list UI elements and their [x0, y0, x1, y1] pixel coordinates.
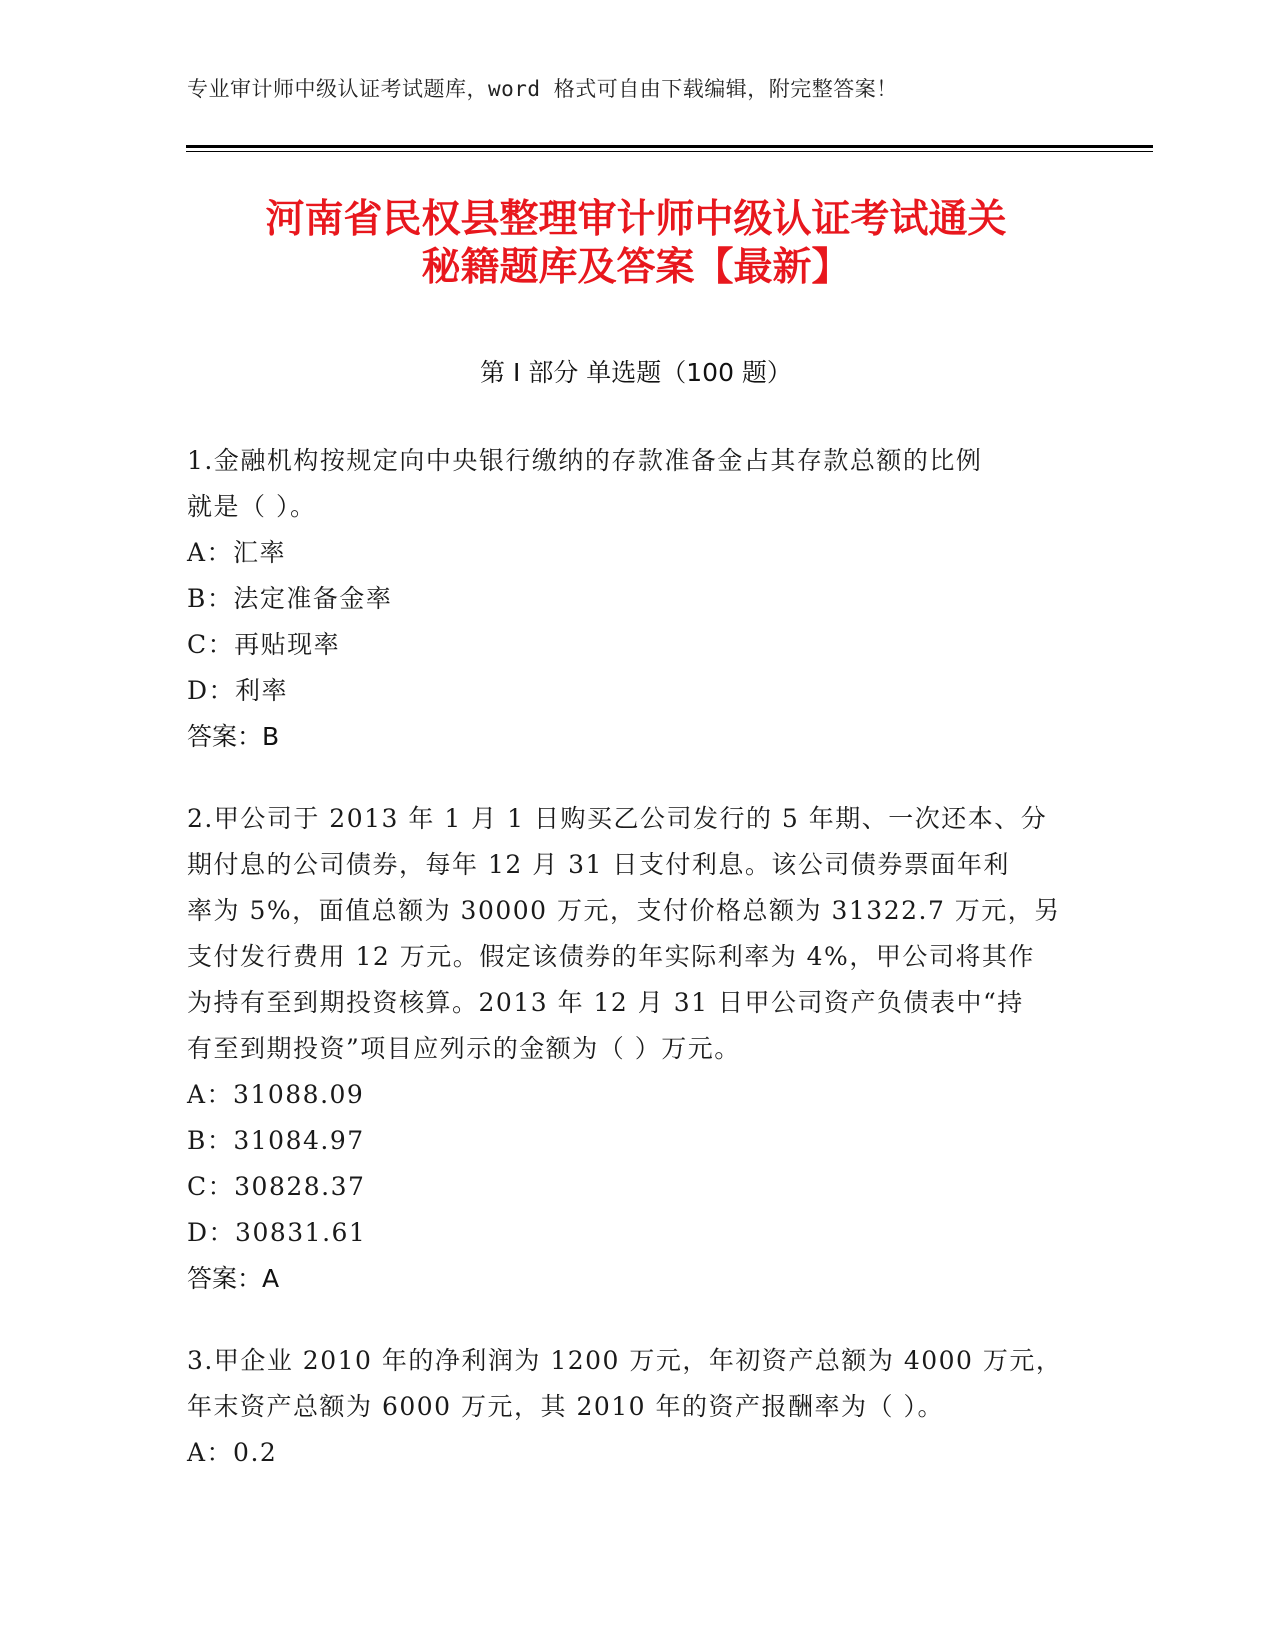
- answer-option: C：再贴现率: [187, 630, 341, 659]
- title-line-1: 河南省民权县整理审计师中级认证考试通关: [265, 197, 1007, 242]
- question-stem-line: 有至到期投资”项目应列示的金额为（ ）万元。: [187, 1034, 741, 1063]
- answer-option: B：法定准备金率: [187, 584, 393, 613]
- title-line-2: 秘籍题库及答案【最新】: [421, 245, 851, 290]
- question-stem-line: 期付息的公司债券，每年 12 月 31 日支付利息。该公司债券票面年利: [187, 850, 1010, 879]
- document-title: [186, 196, 1086, 292]
- question-stem-line: 为持有至到期投资核算。2013 年 12 月 31 日甲公司资产负债表中“持: [187, 988, 1024, 1017]
- correct-answer: 答案：A: [187, 1264, 280, 1293]
- header-rule-thin: [186, 151, 1153, 152]
- question-stem-line: 率为 5%，面值总额为 30000 万元，支付价格总额为 31322.7 万元，另: [187, 896, 1061, 925]
- correct-answer: 答案：B: [187, 722, 280, 751]
- question-block: [187, 438, 1087, 760]
- question-block: [187, 796, 1087, 1302]
- question-block: [187, 1338, 1087, 1476]
- question-stem-line: 年末资产总额为 6000 万元，其 2010 年的资产报酬率为（ ）。: [187, 1392, 944, 1421]
- answer-option: D：30831.61: [187, 1218, 367, 1247]
- question-stem-line: 就是（ ）。: [187, 492, 317, 521]
- answer-option: B：31084.97: [187, 1126, 365, 1155]
- question-stem-line: 2.甲公司于 2013 年 1 月 1 日购买乙公司发行的 5 年期、一次还本、分: [187, 804, 1048, 833]
- answer-option: A：0.2: [187, 1438, 278, 1467]
- question-list: [187, 438, 1087, 1512]
- question-stem-line: 3.甲企业 2010 年的净利润为 1200 万元，年初资产总额为 4000 万元，: [187, 1346, 1063, 1375]
- answer-option: A：31088.09: [187, 1080, 365, 1109]
- section-title: 第 I 部分 单选题（100 题）: [480, 358, 792, 387]
- question-stem-line: 1.金融机构按规定向中央银行缴纳的存款准备金占其存款总额的比例: [187, 446, 983, 475]
- answer-option: D：利率: [187, 676, 289, 705]
- question-stem-line: 支付发行费用 12 万元。假定该债券的年实际利率为 4%，甲公司将其作: [187, 942, 1035, 971]
- answer-option: C：30828.37: [187, 1172, 366, 1201]
- header-note: 专业审计师中级认证考试题库，word 格式可自由下载编辑，附完整答案！: [187, 77, 898, 101]
- header-rule-thick: [186, 145, 1153, 148]
- answer-option: A：汇率: [187, 538, 287, 567]
